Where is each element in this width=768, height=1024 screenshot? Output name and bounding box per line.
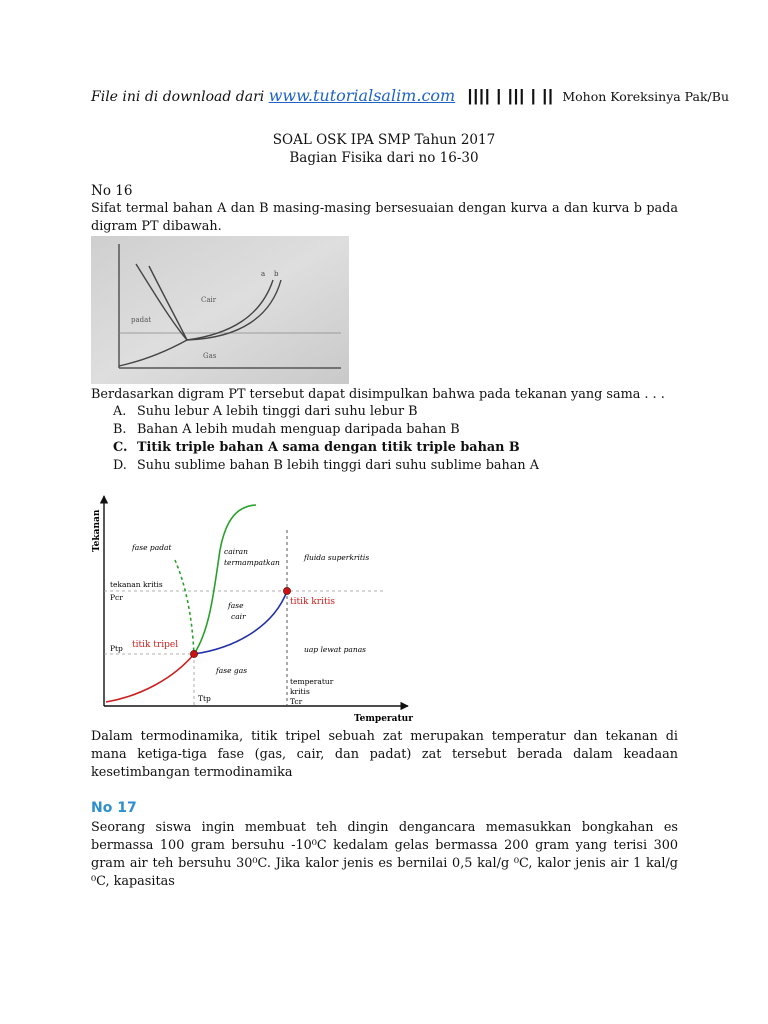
critical-point	[283, 587, 290, 594]
option-b-letter: B.	[113, 422, 127, 437]
sublimation-curve	[106, 654, 194, 702]
option-d-text: Suhu sublime bahan B lebih tinggi dari suhu sublime bahan A	[137, 458, 539, 473]
document-subtitle: Bagian Fisika dari no 16-30	[289, 150, 479, 166]
option-d-letter: D.	[113, 458, 127, 473]
photo-label-a: a	[261, 270, 266, 278]
melting-curve	[194, 505, 256, 654]
option-d[interactable]	[113, 457, 673, 475]
label-p-triple: Ptp	[110, 644, 123, 653]
label-fluida-superkritis: fluida superkritis	[304, 553, 370, 562]
label-cair: cair	[231, 612, 246, 621]
label-t-critical: Tcr	[290, 697, 303, 706]
label-fase: fase	[228, 601, 244, 610]
label-titik-tripel: titik tripel	[132, 640, 179, 650]
question-16-number: No 16	[91, 183, 133, 199]
label-cairan: cairan	[224, 547, 248, 556]
question-16-options	[113, 403, 673, 475]
option-b[interactable]	[113, 421, 673, 439]
label-termampatkan: termampatkan	[224, 558, 280, 567]
question-16-prompt: Berdasarkan digram PT tersebut dapat disimpulkan bahwa pada tekanan yang sama . . .	[91, 387, 665, 402]
phase-diagram	[86, 490, 416, 726]
option-b-text: Bahan A lebih mudah menguap daripada bahan B	[137, 422, 460, 437]
question-16-text: Sifat termal bahan A dan B masing-masing bersesuaian dengan kurva a dan kurva b pada digram PT dibawah.	[91, 201, 678, 234]
pt-diagram-photo	[91, 236, 349, 384]
label-p-critical: Pcr	[110, 593, 123, 602]
question-17-number: No 17	[91, 800, 137, 816]
label-temperatur-kritis-2: kritis	[290, 687, 310, 696]
header-bars: |||| | ||| | ||	[467, 86, 554, 105]
triple-point	[190, 650, 197, 657]
y-axis-label: Tekanan	[92, 509, 102, 552]
option-c-text: Titik triple bahan A sama dengan titik triple bahan B	[137, 440, 520, 455]
question-17-text: Seorang siswa ingin membuat teh dingin dengancara memasukkan bongkahan es bermassa 100 gram bersuhu -10⁰C kedalam gelas bermassa 200 gram yang terisi 300 gram air teh bersuhu 30⁰C. Jika kalor jenis es bernilai 0,5 kal/g ⁰C, kalor jenis air 1 kal/g ⁰C, kapasitas	[91, 820, 678, 889]
photo-label-gas: Gas	[203, 352, 217, 360]
document-title: SOAL OSK IPA SMP Tahun 2017	[272, 132, 496, 148]
photo-label-liquid: Cair	[201, 296, 217, 304]
option-c-correct[interactable]	[113, 439, 673, 457]
header-prefix: File ini di download dari	[91, 89, 265, 105]
option-a-text: Suhu lebur A lebih tinggi dari suhu lebur B	[137, 404, 418, 419]
label-t-triple: Ttp	[198, 694, 211, 703]
label-titik-kritis: titik kritis	[290, 597, 336, 607]
label-tekanan-kritis: tekanan kritis	[110, 580, 163, 589]
question-16-explanation: Dalam termodinamika, titik tripel sebuah zat merupakan temperatur dan tekanan di mana ketiga-tiga fase (gas, cair, dan padat) zat tersebut berada dalam keadaan kesetimbangan termodinamika	[91, 729, 678, 780]
option-c-letter: C.	[113, 440, 128, 455]
page-header	[91, 86, 730, 110]
label-fase-padat: fase padat	[132, 543, 172, 552]
photo-background	[91, 236, 349, 384]
tutorialsalim-link[interactable]: www.tutorialsalim.com	[268, 86, 456, 105]
photo-label-b: b	[274, 270, 279, 278]
header-note: Mohon Koreksinya Pak/Bu	[562, 89, 730, 104]
option-a[interactable]	[113, 403, 673, 421]
photo-label-solid: padat	[131, 316, 152, 324]
label-fase-gas: fase gas	[216, 666, 248, 675]
label-temperatur-kritis-1: temperatur	[290, 677, 334, 686]
x-axis-label: Temperatur	[354, 714, 413, 724]
label-uap-lewat-panas: uap lewat panas	[304, 645, 367, 654]
option-a-letter: A.	[113, 404, 127, 419]
